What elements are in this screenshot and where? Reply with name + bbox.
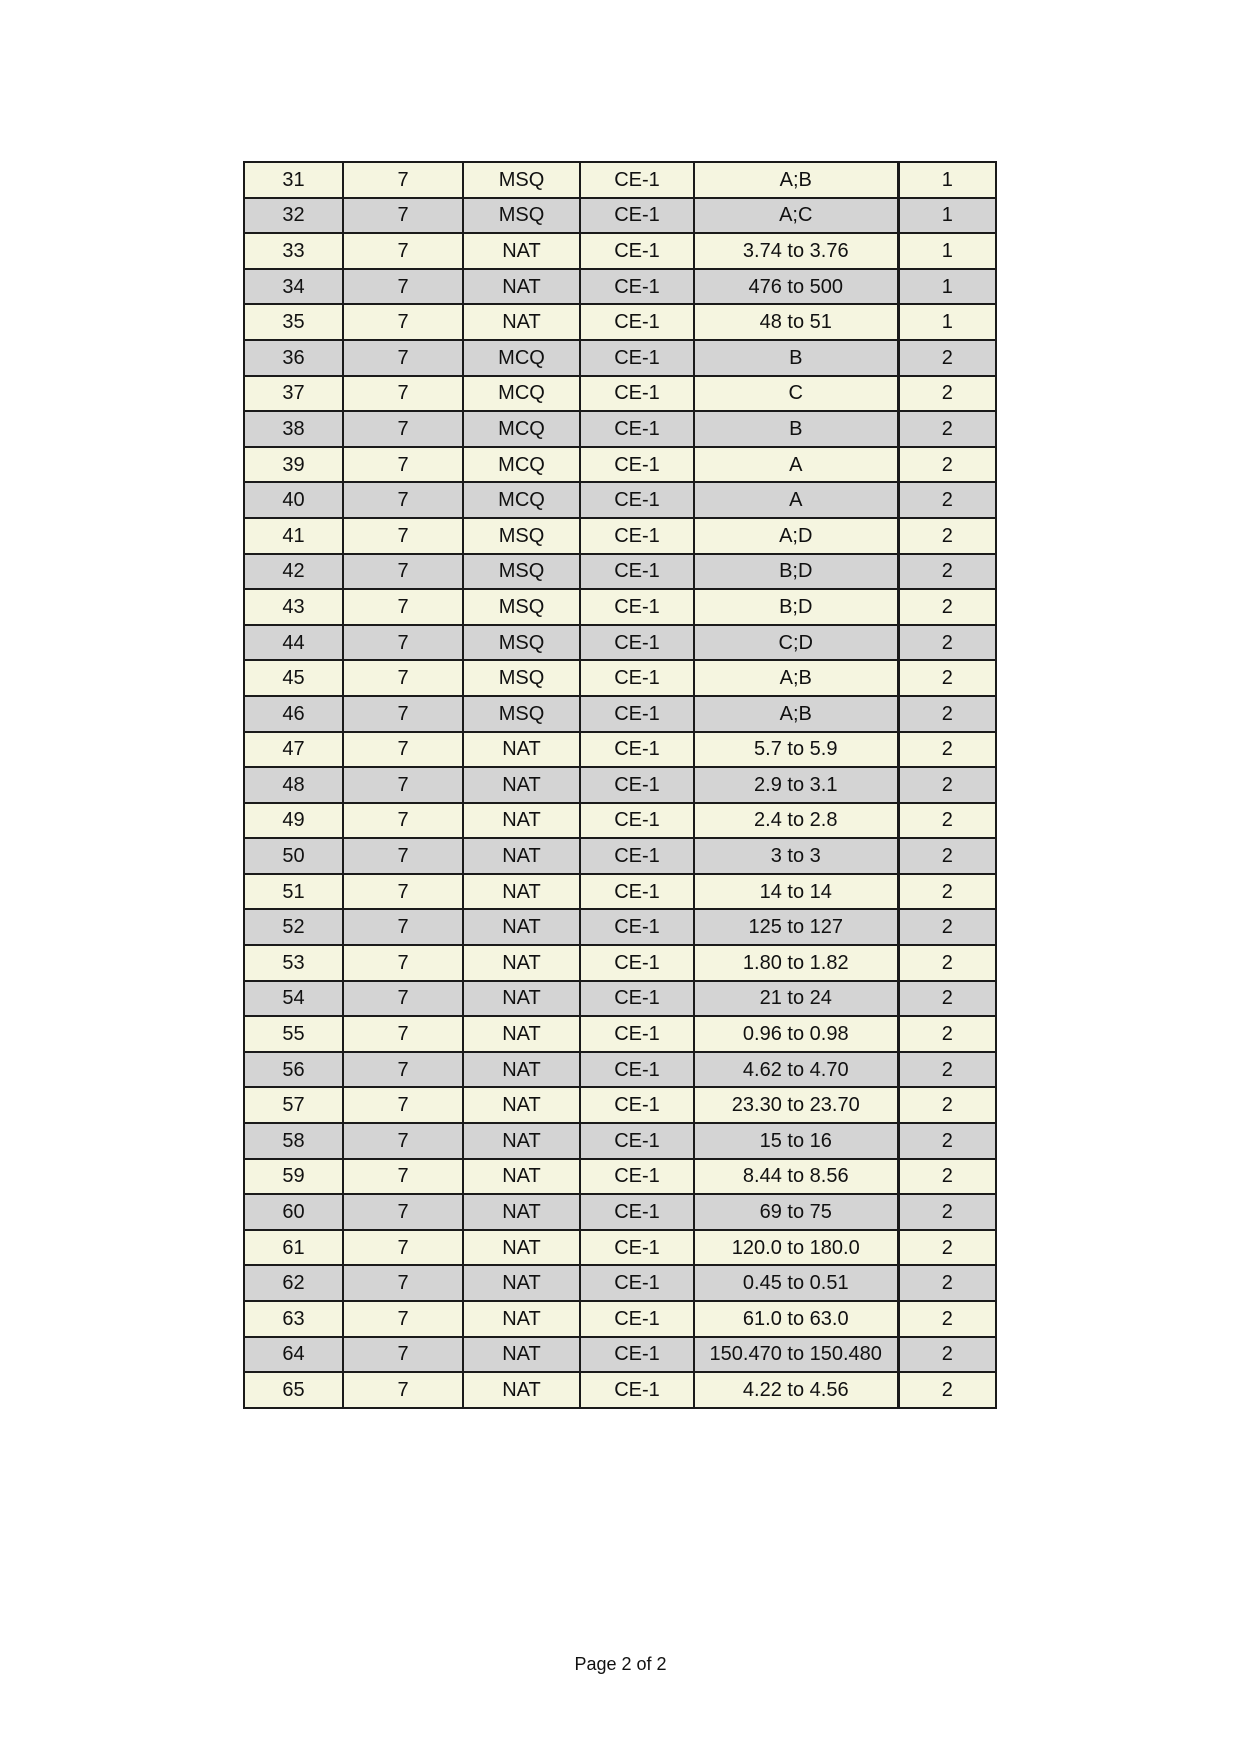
section-cell: CE-1 [580,660,694,696]
question-number-cell: 56 [244,1052,343,1088]
question-type-cell: MCQ [463,340,580,376]
session-cell: 7 [343,660,463,696]
answer-key-cell: 8.44 to 8.56 [694,1159,898,1195]
marks-cell: 2 [898,554,996,590]
marks-cell: 2 [898,411,996,447]
answer-key-cell: A;B [694,660,898,696]
session-cell: 7 [343,1337,463,1373]
question-type-cell: MCQ [463,376,580,412]
session-cell: 7 [343,1087,463,1123]
question-number-cell: 34 [244,269,343,305]
marks-cell: 2 [898,1337,996,1373]
table-row [244,838,996,874]
question-type-cell: NAT [463,1230,580,1266]
marks-cell: 2 [898,376,996,412]
session-cell: 7 [343,625,463,661]
marks-cell: 1 [898,162,996,198]
question-type-cell: MSQ [463,589,580,625]
marks-cell: 2 [898,482,996,518]
section-cell: CE-1 [580,269,694,305]
marks-cell: 2 [898,1087,996,1123]
question-number-cell: 42 [244,554,343,590]
answer-key-cell: B [694,411,898,447]
answer-key-cell: B;D [694,589,898,625]
question-type-cell: NAT [463,1194,580,1230]
section-cell: CE-1 [580,198,694,234]
table-row [244,411,996,447]
marks-cell: 2 [898,1301,996,1337]
table-row [244,1372,996,1408]
question-number-cell: 61 [244,1230,343,1266]
session-cell: 7 [343,518,463,554]
answer-key-body [244,162,996,1408]
session-cell: 7 [343,1052,463,1088]
section-cell: CE-1 [580,304,694,340]
session-cell: 7 [343,411,463,447]
question-type-cell: NAT [463,732,580,768]
marks-cell: 1 [898,304,996,340]
table-row [244,1123,996,1159]
question-type-cell: NAT [463,909,580,945]
section-cell: CE-1 [580,1337,694,1373]
question-type-cell: NAT [463,1159,580,1195]
answer-key-cell: A [694,447,898,483]
question-type-cell: MSQ [463,162,580,198]
marks-cell: 1 [898,233,996,269]
session-cell: 7 [343,803,463,839]
session-cell: 7 [343,696,463,732]
question-type-cell: NAT [463,1265,580,1301]
session-cell: 7 [343,269,463,305]
section-cell: CE-1 [580,340,694,376]
session-cell: 7 [343,554,463,590]
session-cell: 7 [343,198,463,234]
table-row [244,198,996,234]
table-row [244,162,996,198]
table-row [244,981,996,1017]
question-number-cell: 32 [244,198,343,234]
section-cell: CE-1 [580,447,694,483]
session-cell: 7 [343,482,463,518]
question-type-cell: MCQ [463,482,580,518]
table-row [244,767,996,803]
marks-cell: 2 [898,589,996,625]
table-row [244,1301,996,1337]
table-row [244,269,996,305]
question-number-cell: 60 [244,1194,343,1230]
question-number-cell: 33 [244,233,343,269]
answer-key-cell: B [694,340,898,376]
question-type-cell: MSQ [463,660,580,696]
answer-key-cell: C [694,376,898,412]
answer-key-cell: A [694,482,898,518]
session-cell: 7 [343,376,463,412]
section-cell: CE-1 [580,1123,694,1159]
table-row [244,482,996,518]
answer-key-cell: 2.4 to 2.8 [694,803,898,839]
question-number-cell: 55 [244,1016,343,1052]
session-cell: 7 [343,1265,463,1301]
answer-key-cell: 2.9 to 3.1 [694,767,898,803]
question-number-cell: 37 [244,376,343,412]
question-type-cell: MCQ [463,447,580,483]
session-cell: 7 [343,447,463,483]
question-type-cell: NAT [463,1337,580,1373]
answer-key-cell: 61.0 to 63.0 [694,1301,898,1337]
answer-key-cell: 1.80 to 1.82 [694,945,898,981]
question-number-cell: 65 [244,1372,343,1408]
section-cell: CE-1 [580,838,694,874]
session-cell: 7 [343,1016,463,1052]
answer-key-cell: 21 to 24 [694,981,898,1017]
question-type-cell: NAT [463,945,580,981]
question-type-cell: MCQ [463,411,580,447]
answer-key-cell: 69 to 75 [694,1194,898,1230]
marks-cell: 2 [898,1265,996,1301]
answer-key-cell: 0.45 to 0.51 [694,1265,898,1301]
session-cell: 7 [343,1372,463,1408]
section-cell: CE-1 [580,981,694,1017]
question-number-cell: 36 [244,340,343,376]
table-row [244,1265,996,1301]
question-type-cell: NAT [463,1016,580,1052]
table-row [244,803,996,839]
session-cell: 7 [343,732,463,768]
question-type-cell: NAT [463,981,580,1017]
table-row [244,376,996,412]
question-number-cell: 62 [244,1265,343,1301]
table-row [244,1159,996,1195]
page-number: Page 2 of 2 [574,1654,667,1674]
marks-cell: 2 [898,981,996,1017]
question-number-cell: 50 [244,838,343,874]
section-cell: CE-1 [580,1052,694,1088]
session-cell: 7 [343,1301,463,1337]
answer-key-cell: 125 to 127 [694,909,898,945]
marks-cell: 1 [898,198,996,234]
question-type-cell: NAT [463,269,580,305]
table-row [244,340,996,376]
question-type-cell: NAT [463,1301,580,1337]
question-number-cell: 45 [244,660,343,696]
marks-cell: 2 [898,696,996,732]
table-row [244,625,996,661]
question-number-cell: 35 [244,304,343,340]
marks-cell: 2 [898,1194,996,1230]
section-cell: CE-1 [580,1016,694,1052]
section-cell: CE-1 [580,1194,694,1230]
table-row [244,874,996,910]
section-cell: CE-1 [580,482,694,518]
session-cell: 7 [343,767,463,803]
question-number-cell: 43 [244,589,343,625]
section-cell: CE-1 [580,874,694,910]
section-cell: CE-1 [580,696,694,732]
answer-key-cell: A;B [694,162,898,198]
question-number-cell: 31 [244,162,343,198]
question-number-cell: 57 [244,1087,343,1123]
table-row [244,233,996,269]
question-type-cell: MSQ [463,198,580,234]
question-type-cell: MSQ [463,696,580,732]
section-cell: CE-1 [580,909,694,945]
question-number-cell: 40 [244,482,343,518]
question-number-cell: 46 [244,696,343,732]
table-row [244,732,996,768]
section-cell: CE-1 [580,945,694,981]
session-cell: 7 [343,945,463,981]
section-cell: CE-1 [580,162,694,198]
marks-cell: 2 [898,1230,996,1266]
section-cell: CE-1 [580,1087,694,1123]
section-cell: CE-1 [580,1372,694,1408]
session-cell: 7 [343,304,463,340]
marks-cell: 2 [898,1123,996,1159]
answer-key-cell: A;B [694,696,898,732]
section-cell: CE-1 [580,376,694,412]
question-number-cell: 52 [244,909,343,945]
answer-key-table [243,161,997,1409]
section-cell: CE-1 [580,233,694,269]
marks-cell: 2 [898,625,996,661]
session-cell: 7 [343,874,463,910]
marks-cell: 2 [898,732,996,768]
section-cell: CE-1 [580,589,694,625]
session-cell: 7 [343,1159,463,1195]
answer-key-cell: B;D [694,554,898,590]
answer-key-cell: 120.0 to 180.0 [694,1230,898,1266]
question-type-cell: MSQ [463,518,580,554]
marks-cell: 2 [898,803,996,839]
question-number-cell: 54 [244,981,343,1017]
question-type-cell: NAT [463,838,580,874]
answer-key-cell: 5.7 to 5.9 [694,732,898,768]
table-row [244,1052,996,1088]
answer-key-cell: 4.22 to 4.56 [694,1372,898,1408]
question-number-cell: 49 [244,803,343,839]
section-cell: CE-1 [580,803,694,839]
section-cell: CE-1 [580,554,694,590]
session-cell: 7 [343,233,463,269]
section-cell: CE-1 [580,625,694,661]
marks-cell: 2 [898,874,996,910]
answer-key-cell: 48 to 51 [694,304,898,340]
answer-key-cell: 476 to 500 [694,269,898,305]
table-row [244,696,996,732]
section-cell: CE-1 [580,1265,694,1301]
answer-key-cell: 23.30 to 23.70 [694,1087,898,1123]
question-number-cell: 41 [244,518,343,554]
marks-cell: 2 [898,767,996,803]
answer-key-cell: 15 to 16 [694,1123,898,1159]
marks-cell: 2 [898,838,996,874]
session-cell: 7 [343,1230,463,1266]
marks-cell: 2 [898,1159,996,1195]
session-cell: 7 [343,589,463,625]
question-type-cell: MSQ [463,625,580,661]
question-number-cell: 53 [244,945,343,981]
marks-cell: 2 [898,909,996,945]
marks-cell: 2 [898,1052,996,1088]
marks-cell: 2 [898,945,996,981]
answer-key-cell: C;D [694,625,898,661]
section-cell: CE-1 [580,518,694,554]
table-row [244,909,996,945]
question-type-cell: NAT [463,1087,580,1123]
table-row [244,660,996,696]
question-number-cell: 58 [244,1123,343,1159]
question-type-cell: NAT [463,767,580,803]
question-type-cell: NAT [463,803,580,839]
table-row [244,1016,996,1052]
table-row [244,447,996,483]
question-number-cell: 59 [244,1159,343,1195]
section-cell: CE-1 [580,411,694,447]
table-row [244,304,996,340]
session-cell: 7 [343,1123,463,1159]
answer-key-cell: A;D [694,518,898,554]
question-number-cell: 44 [244,625,343,661]
table-row [244,518,996,554]
question-type-cell: NAT [463,1372,580,1408]
question-number-cell: 64 [244,1337,343,1373]
answer-key-cell: 0.96 to 0.98 [694,1016,898,1052]
marks-cell: 2 [898,340,996,376]
table-row [244,1194,996,1230]
marks-cell: 2 [898,518,996,554]
marks-cell: 2 [898,1372,996,1408]
question-number-cell: 51 [244,874,343,910]
marks-cell: 2 [898,1016,996,1052]
question-number-cell: 47 [244,732,343,768]
question-number-cell: 38 [244,411,343,447]
question-type-cell: NAT [463,304,580,340]
section-cell: CE-1 [580,767,694,803]
table-row [244,589,996,625]
answer-key-cell: A;C [694,198,898,234]
answer-key-cell: 150.470 to 150.480 [694,1337,898,1373]
question-number-cell: 48 [244,767,343,803]
marks-cell: 2 [898,447,996,483]
marks-cell: 1 [898,269,996,305]
table-row [244,1337,996,1373]
question-number-cell: 39 [244,447,343,483]
section-cell: CE-1 [580,1159,694,1195]
question-type-cell: NAT [463,1052,580,1088]
session-cell: 7 [343,909,463,945]
question-type-cell: NAT [463,233,580,269]
question-number-cell: 63 [244,1301,343,1337]
question-type-cell: NAT [463,1123,580,1159]
session-cell: 7 [343,981,463,1017]
session-cell: 7 [343,1194,463,1230]
session-cell: 7 [343,162,463,198]
answer-key-cell: 3 to 3 [694,838,898,874]
marks-cell: 2 [898,660,996,696]
table-row [244,1230,996,1266]
question-type-cell: MSQ [463,554,580,590]
table-row [244,554,996,590]
section-cell: CE-1 [580,1301,694,1337]
section-cell: CE-1 [580,732,694,768]
section-cell: CE-1 [580,1230,694,1266]
session-cell: 7 [343,340,463,376]
table-row [244,945,996,981]
session-cell: 7 [343,838,463,874]
answer-key-cell: 3.74 to 3.76 [694,233,898,269]
answer-key-cell: 4.62 to 4.70 [694,1052,898,1088]
table-row [244,1087,996,1123]
answer-key-cell: 14 to 14 [694,874,898,910]
question-type-cell: NAT [463,874,580,910]
